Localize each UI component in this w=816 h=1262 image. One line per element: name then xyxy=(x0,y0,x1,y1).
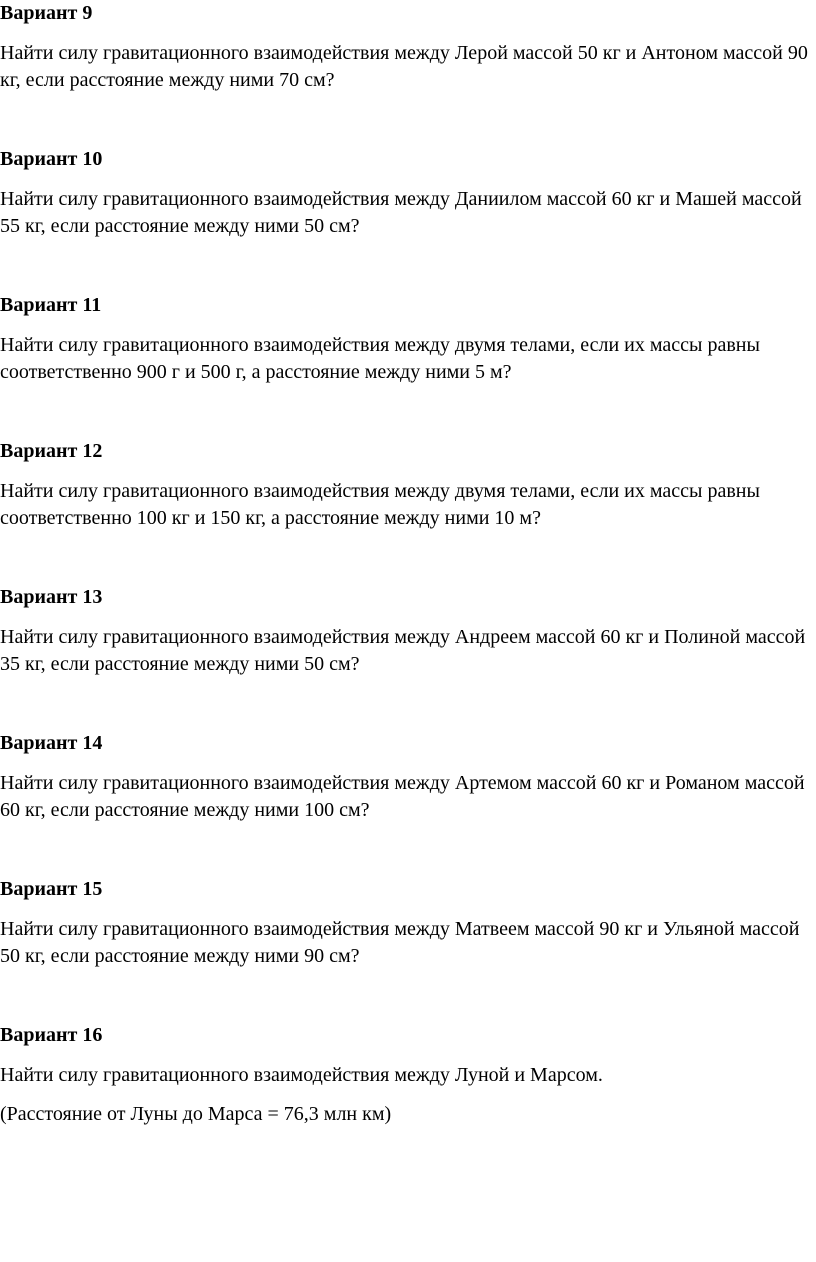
variant-heading: Вариант 10 xyxy=(0,148,103,170)
variant-heading: Вариант 12 xyxy=(0,440,103,462)
variant-text: Найти силу гравитационного взаимодействия между Лерой массой 50 кг и Антоном массой 90 кг, если расстояние между ними 70 см? xyxy=(0,42,808,91)
variant-text: Найти силу гравитационного взаимодействия между двумя телами, если их массы равны соответственно 900 г и 500 г, а расстояние между ними 5 м? xyxy=(0,334,760,383)
variant-heading: Вариант 13 xyxy=(0,586,103,608)
variant-10 xyxy=(0,146,816,292)
variant-text: Найти силу гравитационного взаимодействия между Даниилом массой 60 кг и Машей массой 55 кг, если расстояние между ними 50 см? xyxy=(0,188,802,237)
variant-heading: Вариант 15 xyxy=(0,878,103,900)
variant-heading: Вариант 14 xyxy=(0,732,103,754)
variant-11 xyxy=(0,292,816,438)
variant-heading: Вариант 9 xyxy=(0,2,93,24)
variant-16 xyxy=(0,1022,816,1168)
variant-note: (Расстояние от Луны до Марса = 76,3 млн км) xyxy=(0,1103,392,1125)
variant-heading: Вариант 16 xyxy=(0,1024,103,1046)
variant-heading: Вариант 11 xyxy=(0,294,102,316)
variant-15 xyxy=(0,876,816,1022)
variant-12 xyxy=(0,438,816,584)
variant-text: Найти силу гравитационного взаимодействия между Матвеем массой 90 кг и Ульяной массой 50 кг, если расстояние между ними 90 см? xyxy=(0,918,800,967)
variant-text: Найти силу гравитационного взаимодействия между двумя телами, если их массы равны соответственно 100 кг и 150 кг, а расстояние между ними 10 м? xyxy=(0,480,760,529)
variant-text: Найти силу гравитационного взаимодействия между Артемом массой 60 кг и Романом массой 60 кг, если расстояние между ними 100 см? xyxy=(0,772,805,821)
variant-13 xyxy=(0,584,816,730)
variant-14 xyxy=(0,730,816,876)
variant-9 xyxy=(0,0,816,146)
variant-text: Найти силу гравитационного взаимодействия между Андреем массой 60 кг и Полиной массой 35 кг, если расстояние между ними 50 см? xyxy=(0,626,806,675)
variant-text: Найти силу гравитационного взаимодействия между Луной и Марсом. xyxy=(0,1064,603,1086)
